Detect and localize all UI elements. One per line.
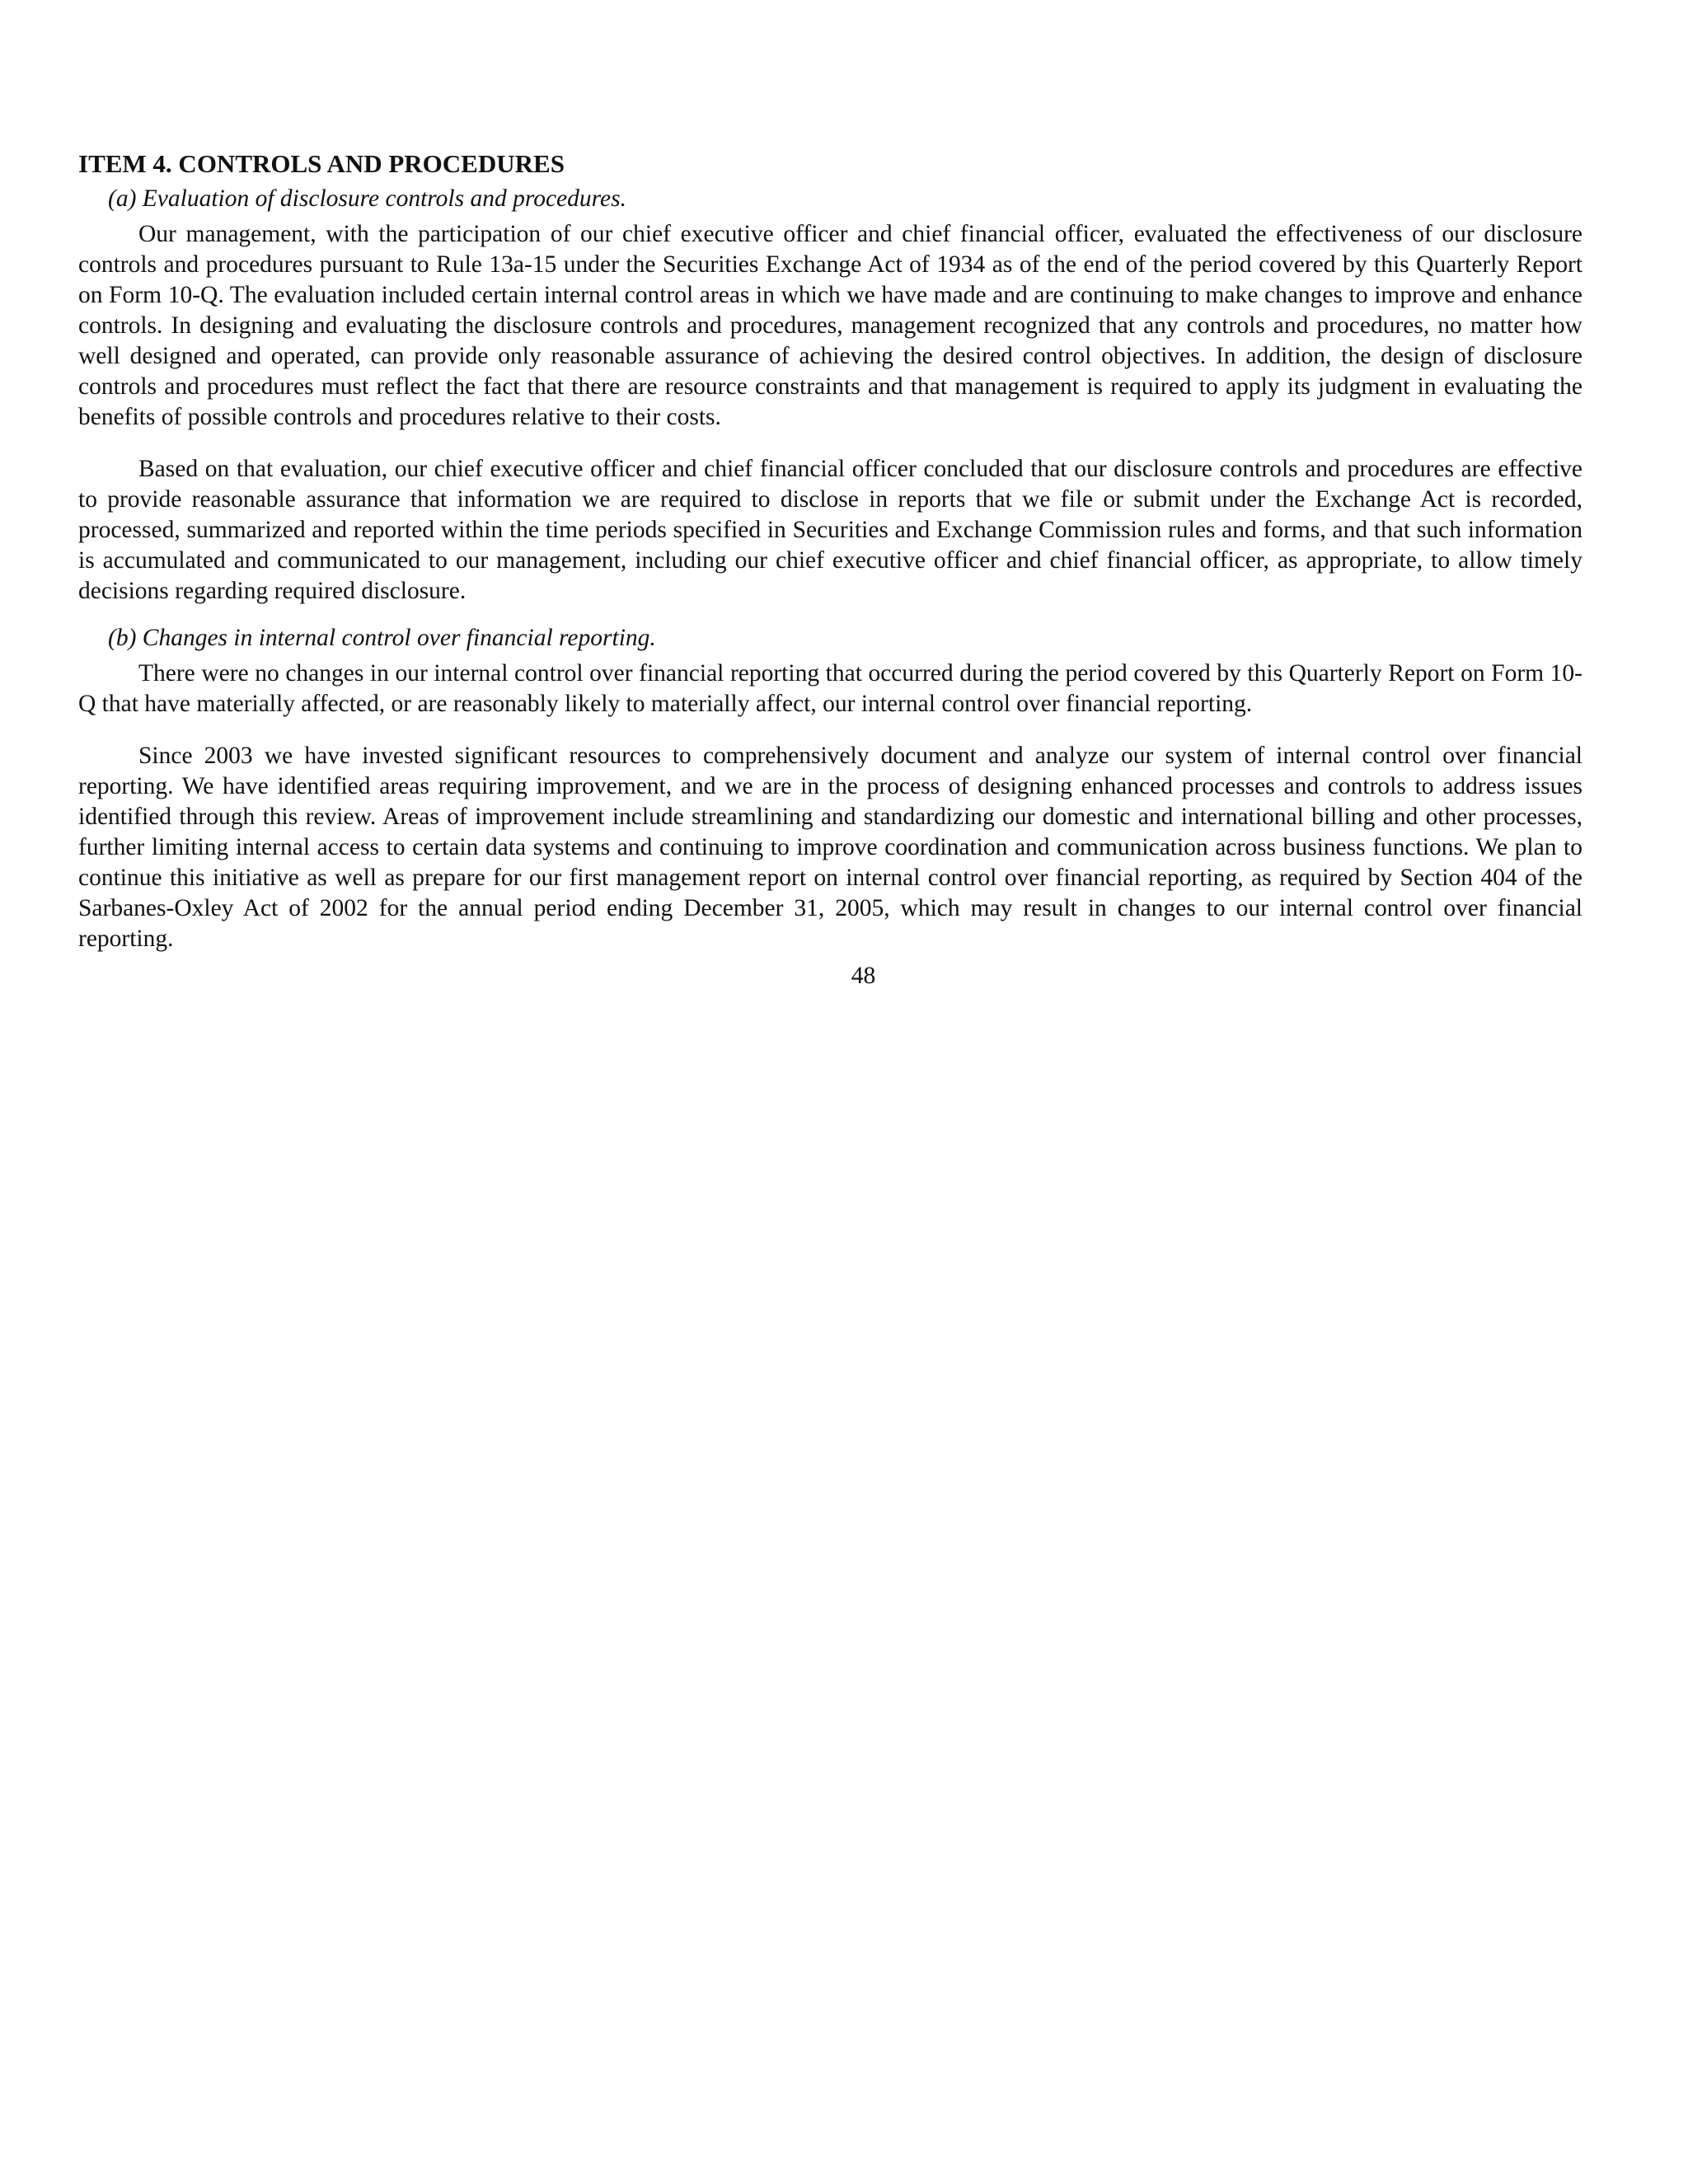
section-b-paragraph-1: There were no changes in our internal control over financial reporting that occurred during the period covered by this Quarterly Report on Form 10-Q that have materially affected, or are reasonably likely to materially affect, our internal control over financial reporting.	[78, 660, 1582, 717]
item-heading: ITEM 4. CONTROLS AND PROCEDURES	[78, 149, 565, 178]
section-a-paragraph-2: Based on that evaluation, our chief executive officer and chief financial officer concluded that our disclosure controls and procedures are effective to provide reasonable assurance that information we are required to disclose in reports that we file or submit under the Exchange Act is recorded, processed, summarized and reported within the time periods specified in Securities and Exchange Commission rules and forms, and that such information is accumulated and communicated to our management, including our chief executive officer and chief financial officer, as appropriate, to allow timely decisions regarding required disclosure.	[78, 456, 1582, 604]
document-page	[78, 148, 1582, 991]
section-a-paragraph-1: Our management, with the participation of our chief executive officer and chief financial officer, evaluated the effectiveness of our disclosure controls and procedures pursuant to Rule 13a-15 under the Securities Exchange Act of 1934 as of the end of the period covered by this Quarterly Report on Form 10-Q. The evaluation included certain internal control areas in which we have made and are continuing to make changes to improve and enhance controls. In designing and evaluating the disclosure controls and procedures, management recognized that any controls and procedures, no matter how well designed and operated, can provide only reasonable assurance of achieving the desired control objectives. In addition, the design of disclosure controls and procedures must reflect the fact that there are resource constraints and that management is required to apply its judgment in evaluating the benefits of possible controls and procedures relative to their costs.	[78, 221, 1582, 430]
page-number: 48	[851, 963, 876, 989]
section-b-title: (b) Changes in internal control over financial reporting.	[108, 625, 656, 651]
section-a-title: (a) Evaluation of disclosure controls and procedures.	[108, 185, 626, 212]
section-b-paragraph-2: Since 2003 we have invested significant resources to comprehensively document and analyze our system of internal control over financial reporting. We have identified areas requiring improvement, and we are in the process of designing enhanced processes and controls to address issues identified through this review. Areas of improvement include streamlining and standardizing our domestic and international billing and other processes, further limiting internal access to certain data systems and continuing to improve coordination and communication across business functions. We plan to continue this initiative as well as prepare for our first management report on internal control over financial reporting, as required by Section 404 of the Sarbanes-Oxley Act of 2002 for the annual period ending December 31, 2005, which may result in changes to our internal control over financial reporting.	[78, 743, 1582, 952]
